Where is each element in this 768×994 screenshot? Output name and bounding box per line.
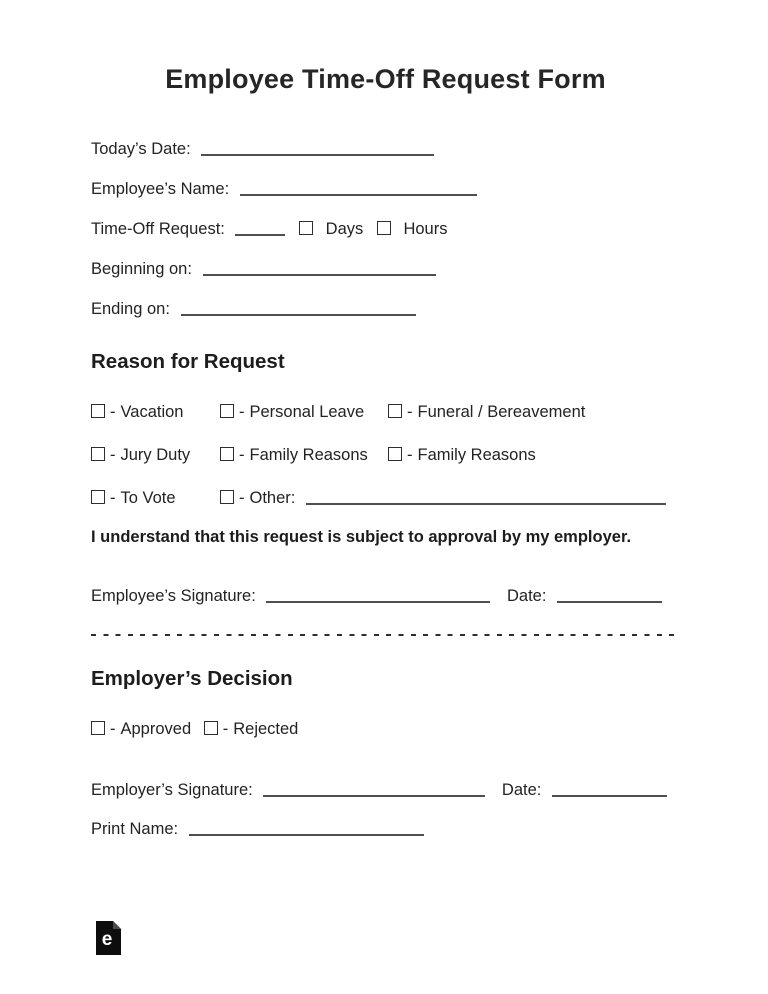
print-name-row — [91, 820, 680, 839]
dash-separator: - — [239, 489, 245, 507]
employees-name-line[interactable] — [240, 194, 477, 196]
ending-on-label: Ending on: — [91, 300, 170, 318]
time-off-amount-line[interactable] — [235, 234, 285, 236]
checkbox-other[interactable] — [220, 490, 234, 504]
beginning-on-label: Beginning on: — [91, 260, 192, 278]
eforms-logo — [95, 920, 122, 956]
checkbox-family-reasons[interactable] — [220, 447, 234, 461]
field-time-off-request — [91, 220, 680, 239]
employee-signature-line[interactable] — [266, 601, 490, 603]
family-reasons-label: Family Reasons — [249, 446, 368, 464]
time-off-request-label: Time-Off Request: — [91, 220, 225, 238]
employer-date-label: Date: — [501, 781, 542, 799]
jury-duty-label: Jury Duty — [120, 446, 191, 464]
dash-separator: - — [110, 489, 116, 507]
employer-signature-label: Employer’s Signature: — [91, 781, 253, 799]
print-name-label: Print Name: — [91, 820, 179, 838]
checkbox-days[interactable] — [299, 221, 313, 235]
field-todays-date — [91, 140, 680, 159]
employees-name-label: Employee’s Name: — [91, 180, 230, 198]
approval-statement: I understand that this request is subject to approval by my employer. — [91, 528, 632, 546]
funeral-bereavement-label: Funeral / Bereavement — [417, 403, 586, 421]
reason-item-medical-leave — [388, 446, 680, 465]
reason-section-heading: Reason for Request — [91, 350, 285, 373]
dash-separator: - — [407, 403, 413, 421]
field-beginning-on — [91, 260, 680, 279]
form-title: Employee Time-Off Request Form — [165, 64, 606, 94]
dash-separator: - — [110, 446, 116, 464]
reason-item-family-reasons — [220, 446, 388, 465]
field-employees-name — [91, 180, 680, 199]
employer-signature-row — [91, 781, 680, 800]
document-icon — [95, 920, 122, 956]
reason-item-personal-leave — [220, 403, 388, 422]
dash-separator: - — [110, 403, 116, 421]
todays-date-label: Today’s Date: — [91, 140, 191, 158]
employer-signature-line[interactable] — [263, 795, 485, 797]
decision-item-rejected — [204, 720, 299, 738]
approved-label: Approved — [120, 720, 192, 738]
personal-leave-label: Personal Leave — [249, 403, 365, 421]
reason-item-vacation — [91, 403, 220, 422]
dash-separator: - — [222, 720, 229, 738]
other-line[interactable] — [306, 503, 666, 505]
print-name-line[interactable] — [189, 834, 424, 836]
checkbox-funeral-bereavement[interactable] — [388, 404, 402, 418]
employee-date-line[interactable] — [557, 601, 662, 603]
reason-item-to-vote — [91, 489, 220, 508]
ending-on-line[interactable] — [181, 314, 416, 316]
dash-separator: - — [407, 446, 413, 464]
dash-separator: - — [239, 446, 245, 464]
employer-decision-row — [91, 720, 680, 739]
todays-date-line[interactable] — [201, 154, 434, 156]
field-ending-on — [91, 300, 680, 319]
employee-signature-label: Employee’s Signature: — [91, 587, 256, 605]
to-vote-label: To Vote — [120, 489, 176, 507]
checkbox-medical-leave[interactable] — [388, 447, 402, 461]
checkbox-rejected[interactable] — [204, 721, 218, 735]
checkbox-approved[interactable] — [91, 721, 105, 735]
hours-label: Hours — [403, 220, 448, 238]
medical-leave-label: Family Reasons — [417, 446, 536, 464]
vacation-label: Vacation — [120, 403, 184, 421]
reason-row-2 — [91, 446, 680, 465]
decision-item-approved — [91, 720, 196, 738]
logo-letter: e — [101, 929, 113, 950]
days-label: Days — [325, 220, 364, 238]
reason-item-jury-duty — [91, 446, 220, 465]
checkbox-personal-leave[interactable] — [220, 404, 234, 418]
employee-signature-row — [91, 587, 680, 606]
reason-item-other — [220, 489, 680, 508]
checkbox-vacation[interactable] — [91, 404, 105, 418]
beginning-on-line[interactable] — [203, 274, 436, 276]
checkbox-hours[interactable] — [377, 221, 391, 235]
reason-row-1 — [91, 403, 680, 422]
checkbox-to-vote[interactable] — [91, 490, 105, 504]
reason-row-3 — [91, 489, 680, 508]
checkbox-jury-duty[interactable] — [91, 447, 105, 461]
employer-decision-heading: Employer’s Decision — [91, 667, 293, 690]
other-label: Other: — [249, 489, 296, 507]
reason-item-funeral-bereavement — [388, 403, 680, 422]
dash-separator: - — [239, 403, 245, 421]
dashed-divider — [91, 634, 679, 636]
dash-separator: - — [110, 720, 116, 738]
employer-date-line[interactable] — [552, 795, 667, 797]
employee-date-label: Date: — [506, 587, 547, 605]
rejected-label: Rejected — [233, 720, 299, 738]
